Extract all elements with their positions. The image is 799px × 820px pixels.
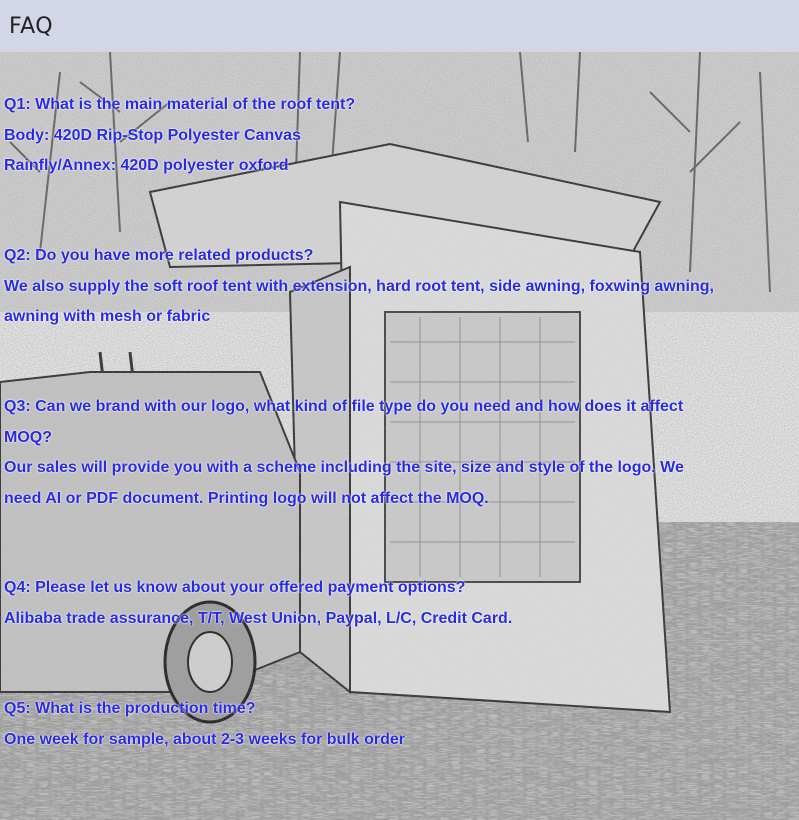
faq-section bbox=[0, 52, 799, 820]
faq-question: Q3: Can we brand with our logo, what kind of file type do you need and how does it affect bbox=[4, 398, 684, 415]
faq-answer-line: Our sales will provide you with a scheme including the site, size and style of the logo. We bbox=[4, 459, 684, 476]
faq-answer-line: Rainfly/Annex: 420D polyester oxford bbox=[4, 157, 289, 174]
faq-item-1 bbox=[4, 90, 799, 182]
faq-answer-line: Alibaba trade assurance, T/T, West Union, Paypal, L/C, Credit Card. bbox=[4, 609, 513, 627]
faq-answer-line: need AI or PDF document. Printing logo will not affect the MOQ. bbox=[4, 489, 489, 507]
page-header bbox=[0, 0, 799, 52]
faq-question: Q4: Please let us know about your offered payment options? bbox=[4, 579, 466, 596]
faq-item-4 bbox=[4, 573, 799, 634]
faq-question-continued: MOQ? bbox=[4, 428, 52, 446]
faq-question: Q2: Do you have more related products? bbox=[4, 247, 314, 264]
faq-answer-line: awning with mesh or fabric bbox=[4, 308, 211, 325]
faq-item-3 bbox=[4, 392, 799, 514]
faq-answer-line: We also supply the soft roof tent with extension, hard root tent, side awning, foxwing awning, bbox=[4, 277, 714, 295]
faq-question: Q1: What is the main material of the roof tent? bbox=[4, 96, 356, 113]
page-title: FAQ bbox=[9, 13, 54, 39]
faq-answer-line: Body: 420D Rip-Stop Polyester Canvas bbox=[4, 126, 301, 144]
faq-question: Q5: What is the production time? bbox=[4, 700, 256, 717]
faq-item-2 bbox=[4, 241, 799, 333]
faq-answer-line: One week for sample, about 2-3 weeks for bulk order bbox=[4, 730, 406, 748]
faq-item-5 bbox=[4, 694, 799, 755]
